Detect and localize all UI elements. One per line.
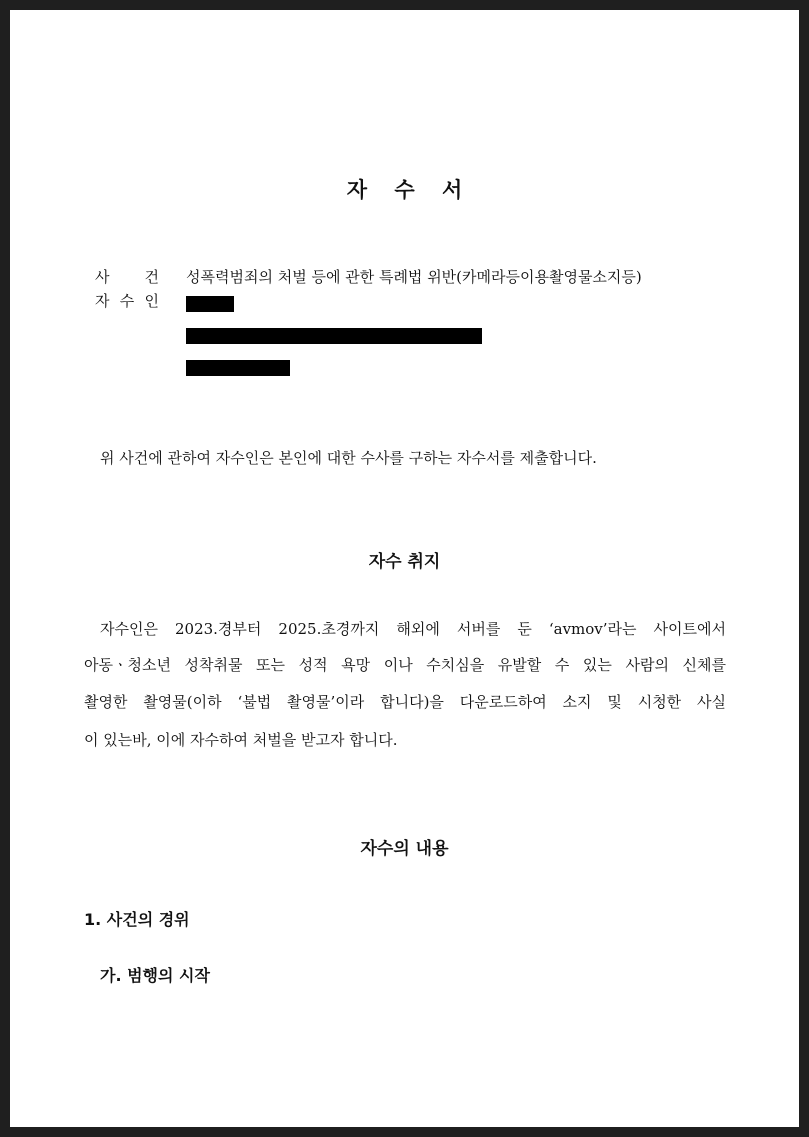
- purpose-line: 자수인은 2023.경부터 2025.초경까지 해외에 서버를 둔 ‘avmov’라는 사이트에서: [100, 620, 726, 638]
- subsection-heading: 가. 범행의 시작: [100, 966, 210, 985]
- redacted-address: [186, 328, 482, 344]
- purpose-heading: 자수 취지: [368, 552, 441, 572]
- document-title: 자 수 서: [346, 178, 473, 202]
- case-label-char: 사: [95, 268, 110, 286]
- case-value: 성폭력범죄의 처벌 등에 관한 특례법 위반(카메라등이용촬영물소지등): [186, 268, 642, 286]
- case-label: [95, 267, 159, 287]
- intro-text: 위 사건에 관하여 자수인은 본인에 대한 수사를 구하는 자수서를 제출합니다.: [100, 449, 597, 467]
- purpose-line: 아동ㆍ청소년 성착취물 또는 성적 욕망 이나 수치심을 유발할 수 있는 사람의 신체를: [84, 656, 726, 674]
- confessor-label: [95, 291, 159, 311]
- confessor-label-char: 자: [95, 292, 110, 310]
- document-page: [10, 10, 799, 1127]
- redacted-name: [186, 296, 234, 312]
- confessor-label-char: 인: [144, 292, 159, 310]
- purpose-line: 이 있는바, 이에 자수하여 처벌을 받고자 합니다.: [84, 731, 398, 749]
- confessor-label-char: 수: [119, 292, 135, 310]
- redacted-contact: [186, 360, 290, 376]
- content-heading: 자수의 내용: [360, 839, 449, 859]
- case-label-char: 건: [144, 268, 159, 286]
- section-heading: 1. 사건의 경위: [84, 910, 190, 929]
- purpose-line: 촬영한 촬영물(이하 ‘불법 촬영물’이라 합니다)을 다운로드하여 소지 및 시청한 사실: [84, 693, 726, 711]
